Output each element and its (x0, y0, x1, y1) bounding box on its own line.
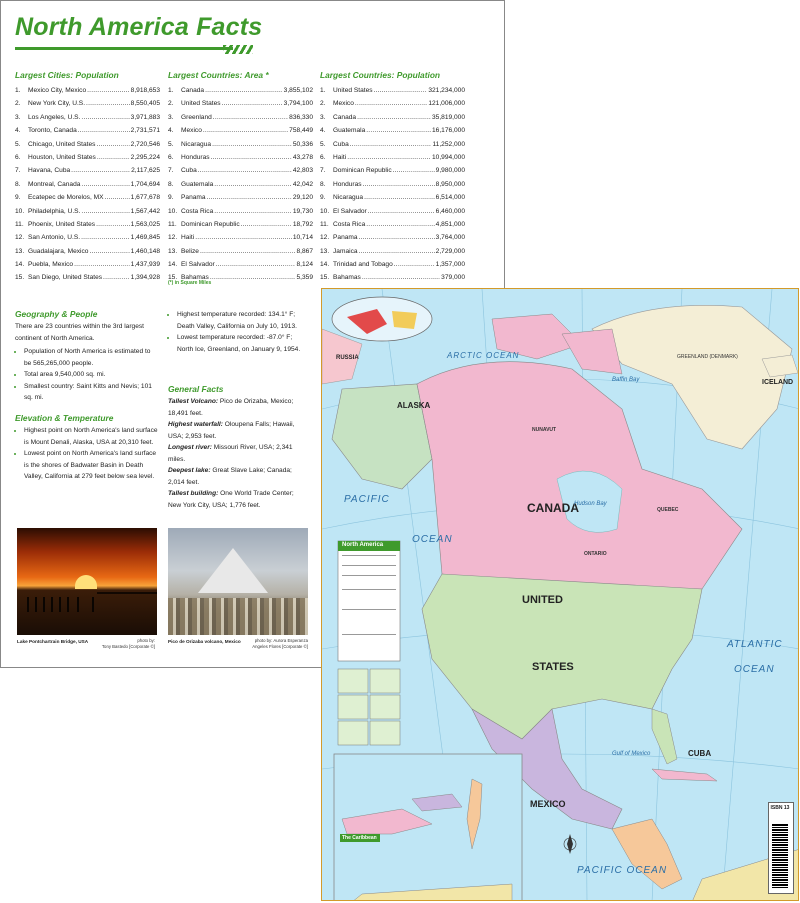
item-value: 8,867 (296, 247, 313, 255)
item-name: Trinidad and Tobago (333, 261, 393, 269)
leader-dots (89, 245, 129, 258)
item-name: Mexico City, Mexico (28, 87, 87, 94)
item-value: 3,855,102 (283, 87, 313, 94)
item-name: Jamaica (333, 247, 358, 255)
rank: 2. (15, 100, 21, 108)
leader-dots (362, 271, 440, 284)
area-heading: Largest Countries: Area * (168, 70, 269, 80)
item-name: Nicaragua (333, 194, 364, 202)
leader-dots (207, 191, 292, 204)
list-item (15, 178, 160, 191)
fact-building: Tallest building: One World Trade Center; New York City, USA; 1,776 feet. (168, 490, 294, 509)
label-nunavut: NUNAVUT (532, 427, 557, 433)
list-item (320, 218, 465, 231)
leader-dots (74, 258, 130, 271)
legend-title: North America (342, 542, 384, 548)
list-item (320, 111, 465, 124)
rank: 1. (168, 87, 174, 94)
item-value: 1,567,442 (130, 207, 160, 215)
leader-dots (96, 218, 130, 231)
label-baffin-bay: Baffin Bay (612, 377, 640, 383)
elevation-bullet: • Highest point on North America's land surface is Mount Denali, Alaska, USA at 20,310 feet. (24, 425, 158, 448)
rank: 5. (168, 140, 174, 148)
leader-dots (103, 271, 130, 284)
item-value: 29,120 (292, 194, 313, 202)
rank: 12. (168, 234, 178, 242)
rank: 4. (320, 127, 326, 135)
item-value: 3,971,883 (130, 113, 160, 121)
item-name: Ecatepec de Morelos, MX (28, 194, 104, 202)
rank: 10. (15, 207, 25, 215)
item-name: Guatemala (333, 127, 366, 135)
list-item (168, 258, 313, 271)
item-name: Guadalajara, Mexico (28, 247, 89, 255)
list-item (15, 245, 160, 258)
item-name: Cuba (181, 167, 197, 175)
photo2-credit: photo by: Aurora Esperanza Angeles Flores [Corporate ©] (252, 638, 308, 649)
item-name: Belize (181, 247, 199, 255)
rank: 15. (15, 274, 25, 282)
list-item (168, 111, 313, 124)
rank: 4. (15, 127, 21, 135)
elevation-bullet: • Lowest point on North America's land surface is the shores of Badwater Basin in Death Valley, California at 279 feet below sea level. (24, 448, 158, 483)
rank: 10. (168, 207, 178, 215)
item-name: Costa Rica (333, 220, 366, 228)
list-item (15, 231, 160, 244)
leader-dots (210, 271, 296, 284)
item-value: 836,330 (289, 113, 313, 121)
rank: 9. (168, 194, 174, 202)
list-item (168, 245, 313, 258)
rank: 10. (320, 207, 330, 215)
north-america-map (321, 288, 799, 901)
rank: 12. (15, 234, 25, 242)
item-name: San Diego, United States (28, 274, 103, 282)
item-value: 10,714 (292, 234, 313, 242)
label-atlantic: ATLANTIC (727, 639, 783, 650)
fact-volcano: Tallest Volcano: Pico de Orizaba, Mexico; 18,491 feet. (168, 398, 294, 417)
item-value: 2,731,571 (130, 127, 160, 135)
list-item (320, 205, 465, 218)
item-value: 1,677,678 (130, 194, 160, 202)
rank: 9. (15, 194, 21, 202)
list-item (320, 84, 465, 97)
item-name: San Antonio, U.S. (28, 234, 81, 242)
leader-dots (241, 218, 292, 231)
list-item (320, 191, 465, 204)
photo-volcano (168, 528, 308, 635)
cities-list (15, 84, 160, 285)
item-name: Haiti (181, 234, 195, 242)
label-greenland: GREENLAND (DENMARK) (677, 354, 738, 360)
rank: 1. (15, 87, 21, 94)
item-name: United States (181, 100, 221, 108)
leader-dots (86, 97, 130, 110)
list-item (320, 271, 465, 284)
list-item (15, 151, 160, 164)
list-item (15, 258, 160, 271)
item-value: 4,851,000 (435, 220, 465, 228)
barcode: ISBN 13 (768, 802, 794, 894)
list-item (168, 164, 313, 177)
rank: 3. (320, 113, 326, 121)
rank: 6. (320, 153, 326, 161)
list-item (168, 124, 313, 137)
rank: 11. (15, 220, 24, 228)
item-value: 35,819,000 (431, 113, 465, 121)
rank: 3. (15, 113, 21, 121)
rank: 6. (168, 153, 174, 161)
item-name: Havana, Cuba (28, 167, 71, 175)
fact-waterfall: Highest waterfall: Oloupena Falls; Hawaii, USA; 2,953 feet. (168, 421, 295, 440)
geography-bullet: • Total area 9,540,000 sq. mi. (24, 369, 158, 381)
leader-dots (214, 178, 292, 191)
photo1-caption: Lake Pontchartrain Bridge, USA (17, 639, 89, 644)
item-name: Dominican Republic (333, 167, 392, 175)
rank: 2. (320, 100, 326, 108)
label-gulf-of-mexico: Gulf of Mexico (612, 751, 651, 757)
list-item (168, 84, 313, 97)
item-name: Dominican Republic (181, 220, 240, 228)
area-list (168, 84, 313, 285)
item-value: 1,357,000 (435, 261, 465, 269)
item-value: 1,437,939 (130, 261, 160, 269)
item-name: Houston, United States (28, 153, 96, 161)
item-name: United States (333, 87, 373, 94)
temperature-bullet: • Lowest temperature recorded: -87.0° F; North Ice, Greenland, on January 9, 1954. (177, 332, 308, 355)
leader-dots (366, 218, 434, 231)
leader-dots (368, 205, 435, 218)
list-item (15, 138, 160, 151)
title-underline (15, 47, 233, 50)
item-value: 43,278 (292, 153, 313, 161)
item-value: 2,117,625 (131, 167, 160, 175)
photo-lake-bridge (17, 528, 157, 635)
label-states: STATES (532, 661, 574, 673)
temperature-section (168, 309, 308, 355)
list-item (168, 231, 313, 244)
item-value: 1,563,025 (130, 220, 160, 228)
leader-dots (347, 151, 431, 164)
leader-dots (81, 205, 129, 218)
leader-dots (198, 164, 292, 177)
population-column (320, 70, 465, 285)
list-item (320, 258, 465, 271)
item-name: Bahamas (333, 274, 361, 282)
fact-lake: Deepest lake: Great Slave Lake; Canada; 2,014 feet. (168, 467, 292, 486)
leader-dots (359, 245, 435, 258)
list-item (15, 97, 160, 110)
item-value: 8,950,000 (435, 180, 465, 188)
item-name: Honduras (181, 153, 210, 161)
geography-heading: Geography & People (15, 309, 98, 319)
label-quebec: QUEBEC (657, 507, 679, 513)
label-canada: CANADA (527, 501, 579, 515)
rank: 15. (320, 274, 330, 282)
item-value: 3,764,000 (435, 234, 465, 242)
cities-heading: Largest Cities: Population (15, 70, 119, 80)
label-pacific: PACIFIC (344, 494, 390, 505)
item-name: Mexico (333, 100, 354, 108)
item-name: Canada (181, 87, 205, 94)
rank: 15. (168, 274, 178, 282)
label-cuba: CUBA (688, 749, 712, 758)
list-item (168, 178, 313, 191)
item-value: 2,729,000 (435, 247, 465, 255)
item-value: 19,730 (292, 207, 313, 215)
leader-dots (212, 138, 292, 151)
leader-dots (211, 151, 292, 164)
elevation-section (15, 413, 158, 483)
list-item (168, 218, 313, 231)
leader-dots (363, 178, 435, 191)
rank: 7. (168, 167, 174, 175)
title-stripes (223, 45, 253, 54)
item-value: 1,469,845 (130, 234, 160, 242)
rank: 13. (15, 247, 25, 255)
item-value: 6,514,000 (435, 194, 465, 202)
rank: 6. (15, 153, 21, 161)
label-mexico: MEXICO (530, 799, 566, 809)
item-value: 16,176,000 (431, 127, 465, 135)
geography-bullet: • Smallest country: Saint Kitts and Nevis; 101 sq. mi. (24, 381, 158, 404)
rank: 9. (320, 194, 326, 202)
list-item (15, 164, 160, 177)
cities-column (15, 70, 160, 285)
item-name: Honduras (333, 180, 362, 188)
leader-dots (81, 178, 129, 191)
item-name: Phoenix, United States (28, 220, 96, 228)
leader-dots (366, 124, 431, 137)
rank: 5. (15, 140, 21, 148)
item-value: 6,460,000 (435, 207, 465, 215)
list-item (15, 84, 160, 97)
label-arctic-ocean: ARCTIC OCEAN (447, 351, 520, 360)
alaska-shape (332, 384, 432, 489)
leader-dots (96, 138, 129, 151)
leader-dots (195, 231, 292, 244)
list-item (320, 245, 465, 258)
leader-dots (87, 84, 130, 97)
leader-dots (213, 111, 288, 124)
list-item (168, 97, 313, 110)
leader-dots (97, 151, 130, 164)
item-name: Panama (181, 194, 206, 202)
leader-dots (355, 97, 427, 110)
item-value: 8,550,405 (130, 100, 160, 108)
rank: 4. (168, 127, 174, 135)
caribbean-title: The Caribbean (342, 835, 377, 841)
item-value: 2,720,546 (130, 140, 160, 148)
label-hudson-bay: Hudson Bay (574, 501, 607, 507)
area-note: (*) in Square Miles (168, 280, 212, 286)
rank: 8. (168, 180, 174, 188)
item-value: 321,234,000 (428, 87, 465, 94)
list-item (320, 97, 465, 110)
leader-dots (359, 231, 435, 244)
item-name: Nicaragua (181, 140, 212, 148)
item-name: Greenland (181, 113, 212, 121)
leader-dots (205, 84, 283, 97)
item-name: Chicago, United States (28, 140, 96, 148)
item-value: 8,124 (296, 261, 313, 269)
fact-river: Longest river: Missouri River, USA; 2,341 miles. (168, 444, 293, 463)
item-name: Haiti (333, 153, 347, 161)
rank: 11. (168, 220, 177, 228)
item-value: 3,794,100 (283, 100, 313, 108)
leader-dots (78, 124, 130, 137)
leader-dots (222, 97, 283, 110)
list-item (15, 271, 160, 284)
label-ontario: ONTARIO (584, 551, 607, 557)
rank: 11. (320, 220, 329, 228)
item-value: 1,394,928 (130, 274, 160, 282)
label-alaska: ALASKA (397, 401, 431, 410)
population-heading: Largest Countries: Population (320, 70, 441, 80)
item-name: El Salvador (333, 207, 367, 215)
list-item (15, 124, 160, 137)
area-column (168, 70, 313, 285)
item-value: 10,994,000 (431, 153, 465, 161)
item-name: Cuba (333, 140, 349, 148)
rank: 13. (168, 247, 178, 255)
item-value: 8,918,653 (130, 87, 160, 94)
item-value: 121,006,000 (428, 100, 465, 108)
leader-dots (214, 205, 292, 218)
label-ocean-east: OCEAN (734, 664, 775, 675)
general-heading: General Facts (168, 384, 224, 394)
label-iceland: ICELAND (762, 379, 794, 386)
item-name: El Salvador (181, 261, 215, 269)
leader-dots (216, 258, 296, 271)
item-value: 9,980,000 (435, 167, 465, 175)
rank: 5. (320, 140, 326, 148)
list-item (320, 124, 465, 137)
list-item (320, 178, 465, 191)
rank: 7. (320, 167, 326, 175)
label-pacific-south: PACIFIC OCEAN (577, 865, 668, 876)
item-value: 11,252,000 (432, 140, 465, 148)
item-value: 5,359 (296, 274, 313, 282)
legend-box (338, 541, 400, 661)
list-item (168, 151, 313, 164)
label-ocean-west: OCEAN (412, 534, 453, 545)
leader-dots (357, 111, 431, 124)
geography-section (15, 309, 158, 404)
label-russia: RUSSIA (336, 355, 359, 361)
rank: 3. (168, 113, 174, 121)
item-name: Puebla, Mexico (28, 261, 74, 269)
leader-dots (71, 164, 130, 177)
rank: 14. (168, 261, 178, 269)
leader-dots (81, 111, 129, 124)
item-name: New York City, U.S. (28, 100, 86, 108)
rank: 14. (320, 261, 330, 269)
item-name: Panama (333, 234, 358, 242)
item-value: 18,792 (292, 220, 313, 228)
temperature-bullet: • Highest temperature recorded: 134.1° F; Death Valley, California on July 10, 1913. (177, 309, 308, 332)
list-item (168, 191, 313, 204)
item-name: Guatemala (181, 180, 214, 188)
list-item (320, 164, 465, 177)
item-value: 1,460,148 (130, 247, 160, 255)
rank: 14. (15, 261, 25, 269)
general-facts-section (168, 384, 308, 511)
item-name: Costa Rica (181, 207, 214, 215)
list-item (320, 231, 465, 244)
leader-dots (200, 245, 296, 258)
item-name: Toronto, Canada (28, 127, 77, 135)
item-value: 50,336 (292, 140, 313, 148)
list-item (15, 218, 160, 231)
list-item (320, 151, 465, 164)
leader-dots (394, 258, 435, 271)
population-list (320, 84, 465, 285)
item-name: Mexico (181, 127, 202, 135)
item-name: Bahamas (181, 274, 209, 282)
list-item (15, 205, 160, 218)
photo1-credit: photo by: Tony Bastedo [Corporate ©] (101, 638, 155, 649)
geography-bullet: • Population of North America is estimated to be 565,265,000 people. (24, 346, 158, 369)
list-item (15, 111, 160, 124)
rank: 2. (168, 100, 174, 108)
rank: 13. (320, 247, 330, 255)
rank: 8. (15, 180, 21, 188)
page-title: North America Facts (15, 13, 263, 41)
list-item (168, 138, 313, 151)
rank: 1. (320, 87, 326, 94)
photo2-caption: Pico de Orizaba volcano, Mexico (168, 639, 241, 644)
item-value: 379,000 (441, 274, 465, 282)
elevation-heading: Elevation & Temperature (15, 413, 114, 423)
list-item (168, 205, 313, 218)
rank: 7. (15, 167, 21, 175)
leader-dots (374, 84, 428, 97)
item-name: Canada (333, 113, 357, 121)
rank: 12. (320, 234, 330, 242)
item-value: 1,704,694 (130, 180, 160, 188)
leader-dots (81, 231, 130, 244)
list-item (320, 138, 465, 151)
item-value: 42,803 (292, 167, 313, 175)
item-name: Philadelphia, U.S. (28, 207, 81, 215)
item-value: 2,295,224 (130, 153, 160, 161)
leader-dots (203, 124, 288, 137)
item-name: Los Angeles, U.S. (28, 113, 81, 121)
list-item (15, 191, 160, 204)
leader-dots (105, 191, 130, 204)
leader-dots (350, 138, 432, 151)
item-value: 758,449 (289, 127, 313, 135)
leader-dots (393, 164, 435, 177)
geography-intro: There are 23 countries within the 3rd largest continent of North America. (15, 323, 145, 342)
rank: 8. (320, 180, 326, 188)
item-name: Montreal, Canada (28, 180, 81, 188)
leader-dots (364, 191, 435, 204)
label-united: UNITED (522, 594, 563, 606)
item-value: 42,042 (292, 180, 313, 188)
